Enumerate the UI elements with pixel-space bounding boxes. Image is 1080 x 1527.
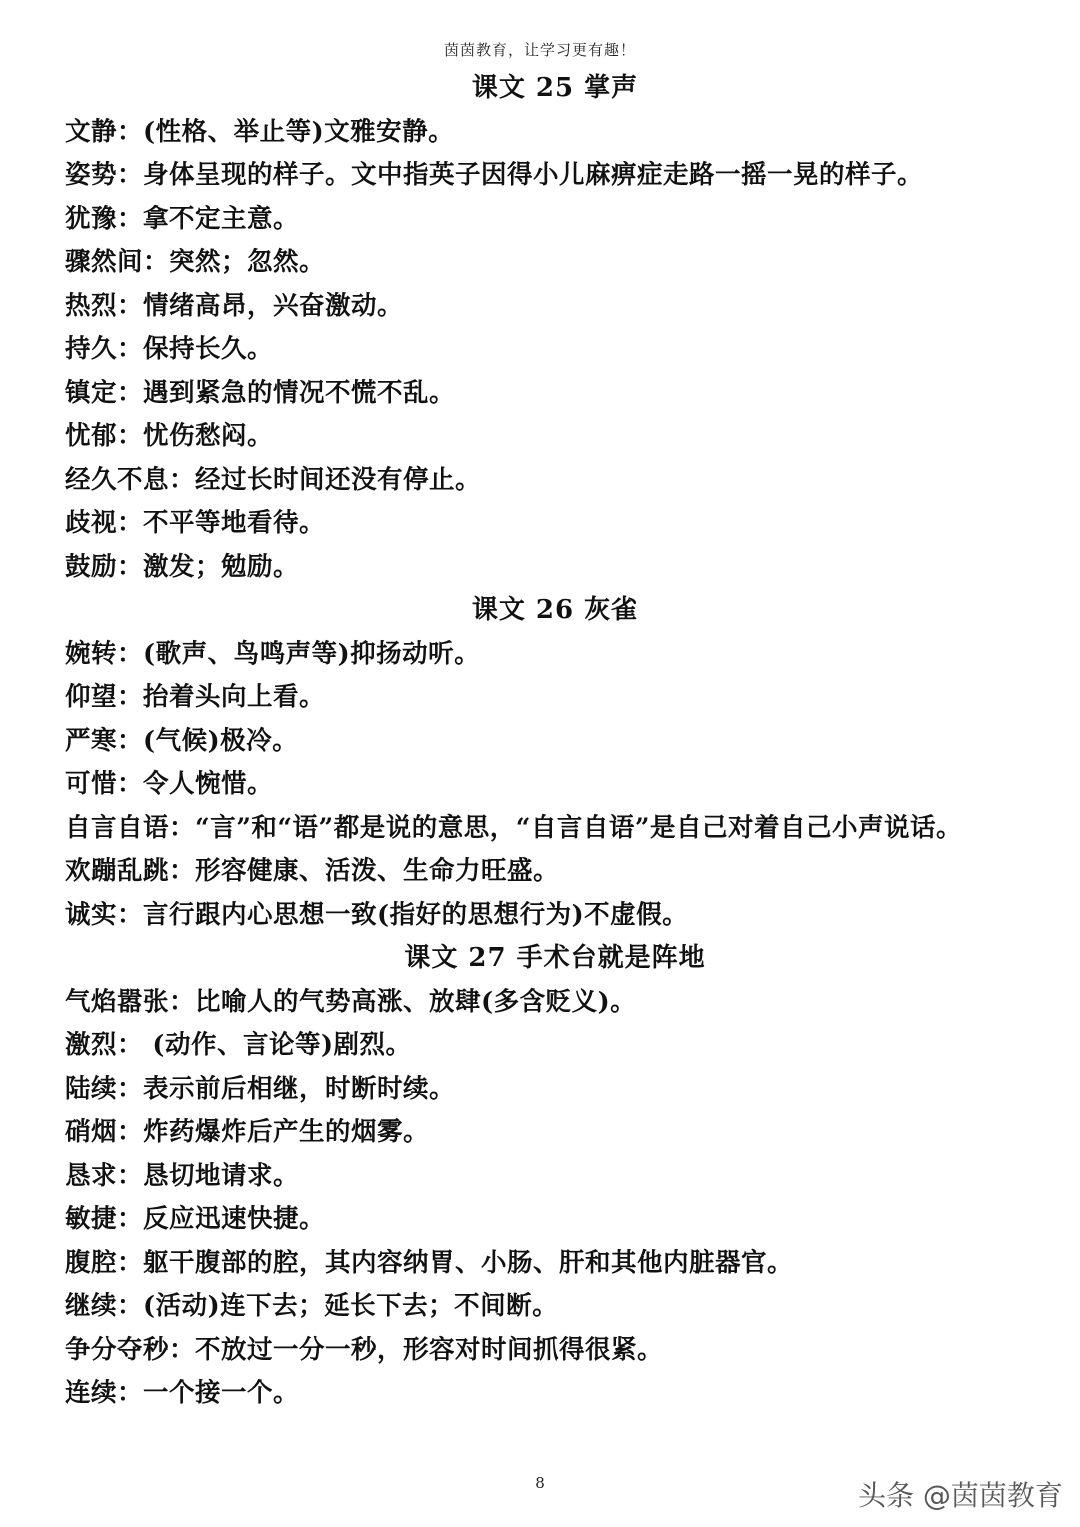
entry-colon: ： [169,464,196,495]
entry-definition: 一个接一个。 [143,1378,300,1408]
vocab-entry [65,807,1020,851]
entry-definition: 抬着头向上看。 [143,682,326,712]
vocab-entry [65,981,1025,1025]
entry-term: 姿势 [65,160,118,190]
watermark: 头条 @茵茵教育 [858,1479,1063,1512]
entry-term: 自言自语 [65,812,170,843]
vocab-entry [65,154,1025,198]
section-title-27: 课文 27 手术台就是阵地 [404,943,706,973]
entry-term: 严寒 [65,725,118,756]
entry-definition: 言行跟内心思想一致(指好的思想行为)不虚假。 [143,899,689,930]
vocab-entry [65,763,1025,807]
entry-definition: 保持长久。 [143,334,274,364]
entry-definition: (性格、举止等)文雅安静。 [143,116,455,147]
entry-definition: 恳切地请求。 [143,1160,300,1191]
entry-term: 激烈 [65,1030,118,1060]
entry-term: 腹腔 [65,1247,118,1278]
header-note: 茵茵教育，让学习更有趣！ [443,41,636,59]
entry-definition: (气候)极冷。 [143,725,299,756]
entry-colon: ： [117,1291,144,1321]
entry-term: 仰望 [65,682,118,712]
entry-colon: ： [169,986,196,1017]
entry-term: 恳求 [65,1160,118,1191]
entry-term: 继续 [65,1291,118,1321]
vocab-entry [65,1198,1025,1242]
entry-term: 文静 [65,116,118,147]
entry-term: 欢蹦乱跳 [65,856,170,886]
entry-term: 经久不息 [65,464,170,495]
entry-definition: 突然；忽然。 [169,247,326,277]
document-body [65,67,1025,1416]
entry-colon: ： [117,334,144,364]
entry-term: 鼓励 [65,551,118,582]
entry-definition: 表示前后相继，时断时续。 [143,1073,456,1104]
vocab-entry [65,502,1025,546]
entry-definition: (活动)连下去；延长下去；不间断。 [143,1291,559,1321]
entry-colon: ： [117,682,144,712]
entry-definition: 形容健康、活泼、生命力旺盛。 [195,856,560,886]
entry-colon: ： [143,247,170,277]
vocab-entry [65,372,1025,416]
entry-definition: 经过长时间还没有停止。 [195,464,482,495]
entry-definition: 身体呈现的样子。文中指英子因得小儿麻痹症走路一摇一晃的样子。 [143,160,924,190]
entry-term: 敏捷 [65,1204,118,1234]
vocab-entry [65,415,1025,459]
entry-definition: 不放过一分一秒，形容对时间抓得很紧。 [195,1334,664,1365]
entry-colon: ： [117,1378,144,1408]
entry-definition: 比喻人的气势高涨、放肆(多含贬义)。 [195,986,637,1017]
entry-term: 热烈 [65,290,118,321]
vocab-entry [65,1329,1025,1373]
entry-term: 气焰嚣张 [65,986,170,1017]
vocab-entry [65,1155,1025,1199]
section-title-26: 课文 26 灰雀 [471,595,639,625]
entry-term: 骤然间 [65,247,144,277]
vocab-entry [65,720,1025,764]
entry-colon: ： [117,769,144,799]
entry-colon: ： [169,1334,196,1365]
entry-definition: 躯干腹部的腔，其内容纳胃、小肠、肝和其他内脏器官。 [143,1247,794,1278]
entry-colon: ： [117,290,144,321]
entry-colon: ： [117,160,144,190]
entry-colon: ： [117,421,144,451]
entry-term: 陆续 [65,1073,118,1104]
entry-term: 争分夺秒 [65,1334,170,1365]
vocab-entry [65,1372,1025,1416]
entry-colon: ： [117,1117,144,1147]
vocab-entry [65,1111,1025,1155]
entry-definition: 令人惋惜。 [143,769,274,799]
vocab-entry [65,198,1025,242]
entry-definition: 反应迅速快捷。 [143,1204,326,1234]
entry-colon: ： [117,377,144,408]
vocab-entry [65,241,1025,285]
entry-colon: ： [117,1204,144,1234]
entry-colon: ： [117,203,144,234]
entry-colon: ： [117,1247,144,1278]
entry-colon: ： [169,856,196,886]
entry-term: 犹豫 [65,203,118,234]
entry-colon: ： [117,899,144,930]
section-title-25: 课文 25 掌声 [471,73,639,103]
vocab-entry [65,850,1025,894]
vocab-entry [65,1068,1025,1112]
entry-colon: ： [117,116,144,147]
entry-colon: ： [117,725,144,756]
entry-colon: ： [117,551,144,582]
vocab-entry [65,285,1025,329]
entry-colon: ： [117,1160,144,1191]
entry-colon: ： [117,508,144,538]
vocab-entry [65,111,1025,155]
entry-definition: 情绪高昂，兴奋激动。 [143,290,404,321]
page-number: 8 [535,1474,545,1492]
entry-term: 硝烟 [65,1117,118,1147]
entry-colon: ： [117,1073,144,1104]
vocab-entry [65,894,1025,938]
entry-term: 连续 [65,1378,118,1408]
vocab-entry [65,459,1025,503]
entry-colon: ： [117,638,144,669]
entry-definition: 激发；勉励。 [143,551,300,582]
entry-colon: ： [117,1030,144,1060]
vocab-entry [65,328,1025,372]
entry-term: 诚实 [65,899,118,930]
entry-definition: (动作、言论等)剧烈。 [143,1030,412,1060]
vocab-entry [65,633,1025,677]
entry-term: 歧视 [65,508,118,538]
entry-term: 婉转 [65,638,118,669]
entry-definition: (歌声、鸟鸣声等)抑扬动听。 [143,638,481,669]
vocab-entry [65,676,1025,720]
entry-definition: 忧伤愁闷。 [143,421,274,451]
vocab-entry [65,1242,1025,1286]
entry-definition: 炸药爆炸后产生的烟雾。 [143,1117,430,1147]
entry-term: 忧郁 [65,421,118,451]
entry-term: 镇定 [65,377,118,408]
entry-definition: “言”和“语”都是说的意思，“自言自语”是自己对着自己小声说话。 [195,812,963,843]
entry-term: 持久 [65,334,118,364]
vocab-entry [65,1285,1025,1329]
vocab-entry [65,1024,1025,1068]
vocab-entry [65,546,1025,590]
entry-definition: 遇到紧急的情况不慌不乱。 [143,377,456,408]
entry-term: 可惜 [65,769,118,799]
entry-definition: 不平等地看待。 [143,508,326,538]
entry-definition: 拿不定主意。 [143,203,300,234]
entry-colon: ： [169,812,196,843]
